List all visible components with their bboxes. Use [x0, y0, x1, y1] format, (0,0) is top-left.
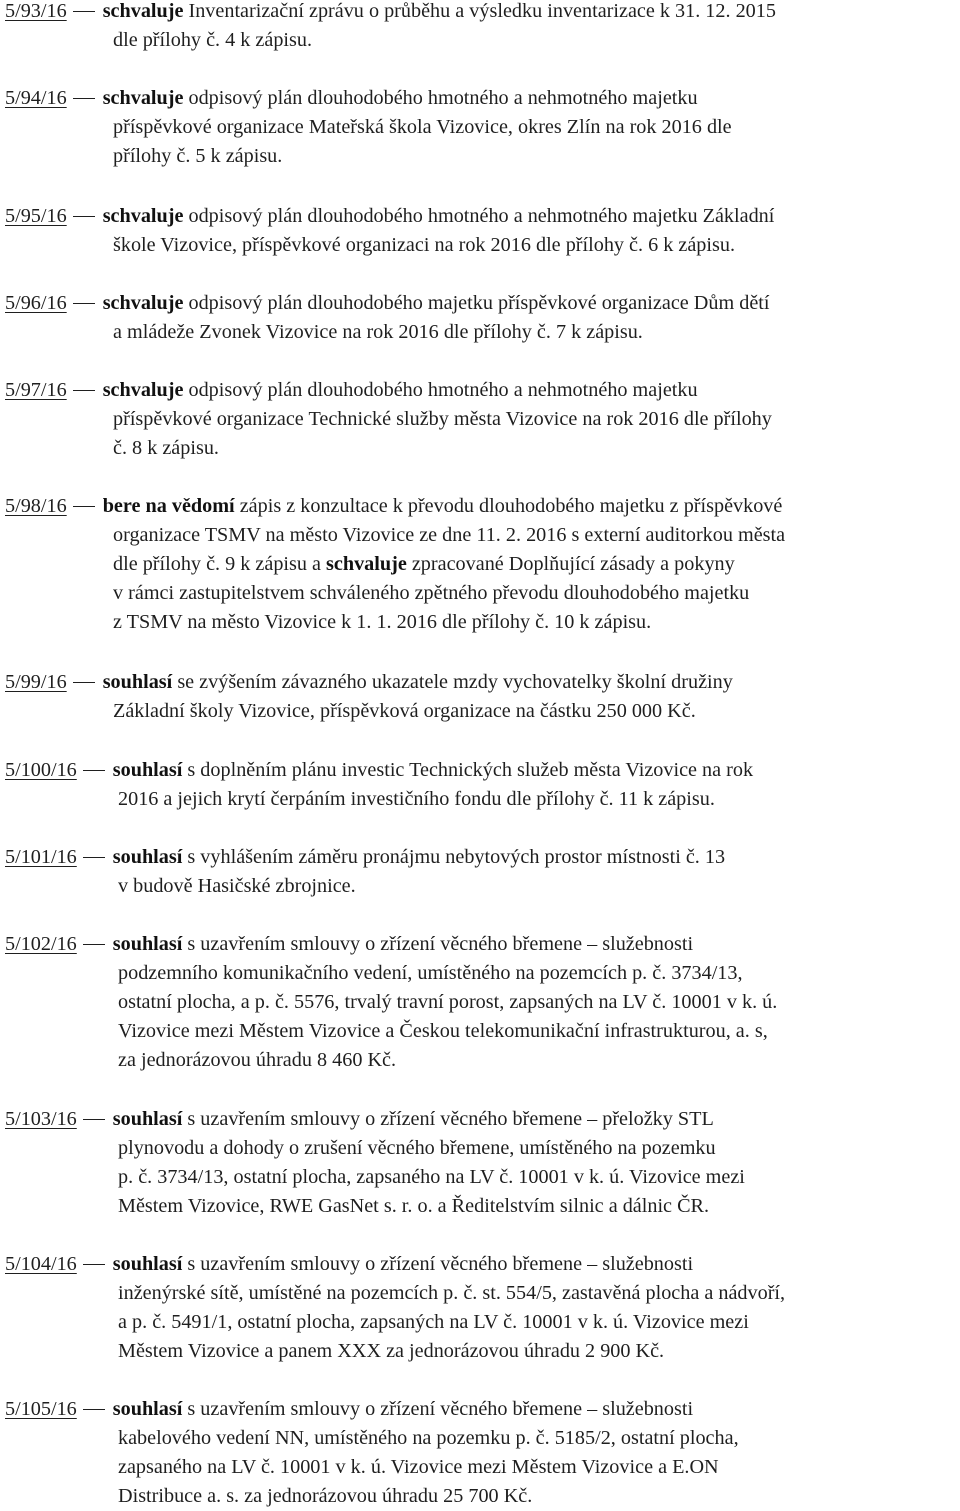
resolution-first-line	[5, 1105, 960, 1134]
dash-separator	[83, 1264, 105, 1265]
resolution-5-97-16	[5, 376, 960, 463]
resolution-verb: bere na vědomí	[102, 495, 235, 517]
resolution-continuation: v rámci zastupitelstvem schváleného zpětného převodu dlouhodobého majetku	[113, 582, 750, 604]
resolution-continuation: č. 8 k zápisu.	[113, 437, 219, 459]
resolution-number: 5/105/16	[5, 1398, 77, 1420]
resolution-verb: souhlasí	[112, 1398, 183, 1420]
resolution-first-line	[5, 930, 960, 959]
resolution-text: zpracované Doplňující zásady a pokyny	[406, 553, 735, 575]
dash-separator	[73, 98, 95, 99]
resolution-continuation: kabelového vedení NN, umístěného na pozemku p. č. 5185/2, ostatní plocha,	[118, 1427, 739, 1449]
resolution-text: se zvýšením závazného ukazatele mzdy vychovatelky školní družiny	[177, 671, 733, 693]
resolution-text: s vyhlášením záměru pronájmu nebytových prostor místnosti č. 13	[187, 846, 726, 868]
resolution-continuation: dle přílohy č. 4 k zápisu.	[113, 29, 313, 51]
resolution-number: 5/94/16	[5, 87, 67, 109]
resolution-continuation: Distribuce a. s. za jednorázovou úhradu 25 700 Kč.	[118, 1485, 533, 1507]
resolution-first-line	[5, 289, 960, 318]
dash-separator	[83, 944, 105, 945]
resolution-continuation: Základní školy Vizovice, příspěvková organizace na částku 250 000 Kč.	[113, 700, 696, 722]
resolution-5-95-16	[5, 202, 960, 260]
dash-separator	[83, 857, 105, 858]
resolution-verb: schvaluje	[102, 0, 184, 22]
resolution-first-line	[5, 376, 960, 405]
resolution-text: zápis z konzultace k převodu dlouhodobého majetku z příspěvkové	[239, 495, 783, 517]
resolution-continuation: za jednorázovou úhradu 8 460 Kč.	[118, 1049, 397, 1071]
dash-separator	[73, 682, 95, 683]
resolution-continuation: ostatní plocha, a p. č. 5576, trvalý travní porost, zapsaných na LV č. 10001 v k. ú.	[118, 991, 778, 1013]
dash-separator	[83, 1119, 105, 1120]
resolution-number: 5/101/16	[5, 846, 77, 868]
resolution-verb: schvaluje	[102, 87, 184, 109]
resolution-5-100-16	[5, 756, 960, 814]
resolution-continuation: Městem Vizovice a panem XXX za jednorázovou úhradu 2 900 Kč.	[118, 1340, 665, 1362]
resolution-text: odpisový plán dlouhodobého majetku příspěvkové organizace Dům dětí	[188, 292, 770, 314]
resolution-5-96-16	[5, 289, 960, 347]
resolution-number: 5/95/16	[5, 205, 67, 227]
resolution-number: 5/93/16	[5, 0, 67, 22]
resolution-verb: schvaluje	[102, 292, 184, 314]
dash-separator	[73, 390, 95, 391]
resolution-verb: souhlasí	[112, 846, 183, 868]
dash-separator	[83, 770, 105, 771]
resolution-first-line	[5, 1395, 960, 1424]
resolution-verb: schvaluje	[102, 379, 184, 401]
resolution-first-line	[5, 492, 960, 521]
resolution-continuation: a p. č. 5491/1, ostatní plocha, zapsaných na LV č. 10001 v k. ú. Vizovice mezi	[118, 1311, 749, 1333]
resolution-verb: schvaluje	[326, 553, 407, 575]
resolution-first-line	[5, 202, 960, 231]
resolution-5-94-16	[5, 84, 960, 171]
resolution-first-line	[5, 1250, 960, 1279]
resolution-number: 5/97/16	[5, 379, 67, 401]
resolution-continuation: a mládeže Zvonek Vizovice na rok 2016 dle přílohy č. 7 k zápisu.	[113, 321, 643, 343]
resolution-continuation	[5, 550, 960, 579]
dash-separator	[73, 303, 95, 304]
resolution-continuation: podzemního komunikačního vedení, umístěného na pozemcích p. č. 3734/13,	[118, 962, 743, 984]
resolution-continuation: organizace TSMV na město Vizovice ze dne 11. 2. 2016 s externí auditorkou města	[113, 524, 786, 546]
resolution-text: s uzavřením smlouvy o zřízení věcného břemene – služebnosti	[187, 1253, 694, 1275]
dash-separator	[73, 216, 95, 217]
resolution-continuation: příspěvkové organizace Mateřská škola Vizovice, okres Zlín na rok 2016 dle	[113, 116, 732, 138]
resolution-text: odpisový plán dlouhodobého hmotného a nehmotného majetku	[188, 87, 698, 109]
resolution-verb: souhlasí	[102, 671, 173, 693]
resolution-continuation: inženýrské sítě, umístěné na pozemcích p. č. st. 554/5, zastavěná plocha a nádvoří,	[118, 1282, 786, 1304]
resolution-verb: souhlasí	[112, 933, 183, 955]
resolution-continuation: Městem Vizovice, RWE GasNet s. r. o. a Ředitelstvím silnic a dálnic ČR.	[118, 1195, 710, 1217]
resolution-verb: souhlasí	[112, 759, 183, 781]
resolution-number: 5/96/16	[5, 292, 67, 314]
resolution-number: 5/98/16	[5, 495, 67, 517]
resolution-first-line	[5, 668, 960, 697]
resolution-5-99-16	[5, 668, 960, 726]
resolution-number: 5/103/16	[5, 1108, 77, 1130]
resolution-continuation: p. č. 3734/13, ostatní plocha, zapsaného na LV č. 10001 v k. ú. Vizovice mezi	[118, 1166, 745, 1188]
resolution-5-101-16	[5, 843, 960, 901]
resolution-5-98-16	[5, 492, 960, 637]
resolution-5-105-16	[5, 1395, 960, 1511]
resolution-verb: schvaluje	[102, 205, 184, 227]
resolution-text: dle přílohy č. 9 k zápisu a	[113, 553, 327, 575]
resolution-text: s uzavřením smlouvy o zřízení věcného břemene – služebnosti	[187, 1398, 694, 1420]
resolution-text: s uzavřením smlouvy o zřízení věcného břemene – přeložky STL	[187, 1108, 714, 1130]
resolution-continuation: z TSMV na město Vizovice k 1. 1. 2016 dle přílohy č. 10 k zápisu.	[113, 611, 652, 633]
resolution-verb: souhlasí	[112, 1108, 183, 1130]
resolution-5-102-16	[5, 930, 960, 1075]
resolution-continuation: v budově Hasičské zbrojnice.	[118, 875, 356, 897]
resolution-text: s doplněním plánu investic Technických služeb města Vizovice na rok	[187, 759, 754, 781]
resolution-first-line	[5, 843, 960, 872]
resolution-text: s uzavřením smlouvy o zřízení věcného břemene – služebnosti	[187, 933, 694, 955]
resolution-continuation: zapsaného na LV č. 10001 v k. ú. Vizovice mezi Městem Vizovice a E.ON	[118, 1456, 719, 1478]
resolution-first-line	[5, 756, 960, 785]
resolution-number: 5/99/16	[5, 671, 67, 693]
resolution-number: 5/100/16	[5, 759, 77, 781]
resolution-continuation: přílohy č. 5 k zápisu.	[113, 145, 283, 167]
resolution-5-104-16	[5, 1250, 960, 1366]
resolution-continuation: 2016 a jejich krytí čerpáním investičního fondu dle přílohy č. 11 k zápisu.	[118, 788, 715, 810]
resolution-5-93-16	[5, 0, 960, 55]
resolution-5-103-16	[5, 1105, 960, 1221]
resolution-text: Inventarizační zprávu o průběhu a výsledku inventarizace k 31. 12. 2015	[188, 0, 776, 22]
resolution-number: 5/104/16	[5, 1253, 77, 1275]
resolution-verb: souhlasí	[112, 1253, 183, 1275]
resolution-continuation: škole Vizovice, příspěvkové organizaci na rok 2016 dle přílohy č. 6 k zápisu.	[113, 234, 736, 256]
resolution-continuation: příspěvkové organizace Technické služby města Vizovice na rok 2016 dle přílohy	[113, 408, 772, 430]
resolution-first-line	[5, 84, 960, 113]
resolution-number: 5/102/16	[5, 933, 77, 955]
resolution-continuation: plynovodu a dohody o zrušení věcného břemene, umístěného na pozemku	[118, 1137, 716, 1159]
dash-separator	[73, 506, 95, 507]
dash-separator	[73, 11, 95, 12]
resolution-text: odpisový plán dlouhodobého hmotného a nehmotného majetku	[188, 379, 698, 401]
resolution-first-line	[5, 0, 960, 26]
resolution-text: odpisový plán dlouhodobého hmotného a nehmotného majetku Základní	[188, 205, 775, 227]
dash-separator	[83, 1409, 105, 1410]
resolution-continuation: Vizovice mezi Městem Vizovice a Českou telekomunikační infrastrukturou, a. s,	[118, 1020, 768, 1042]
